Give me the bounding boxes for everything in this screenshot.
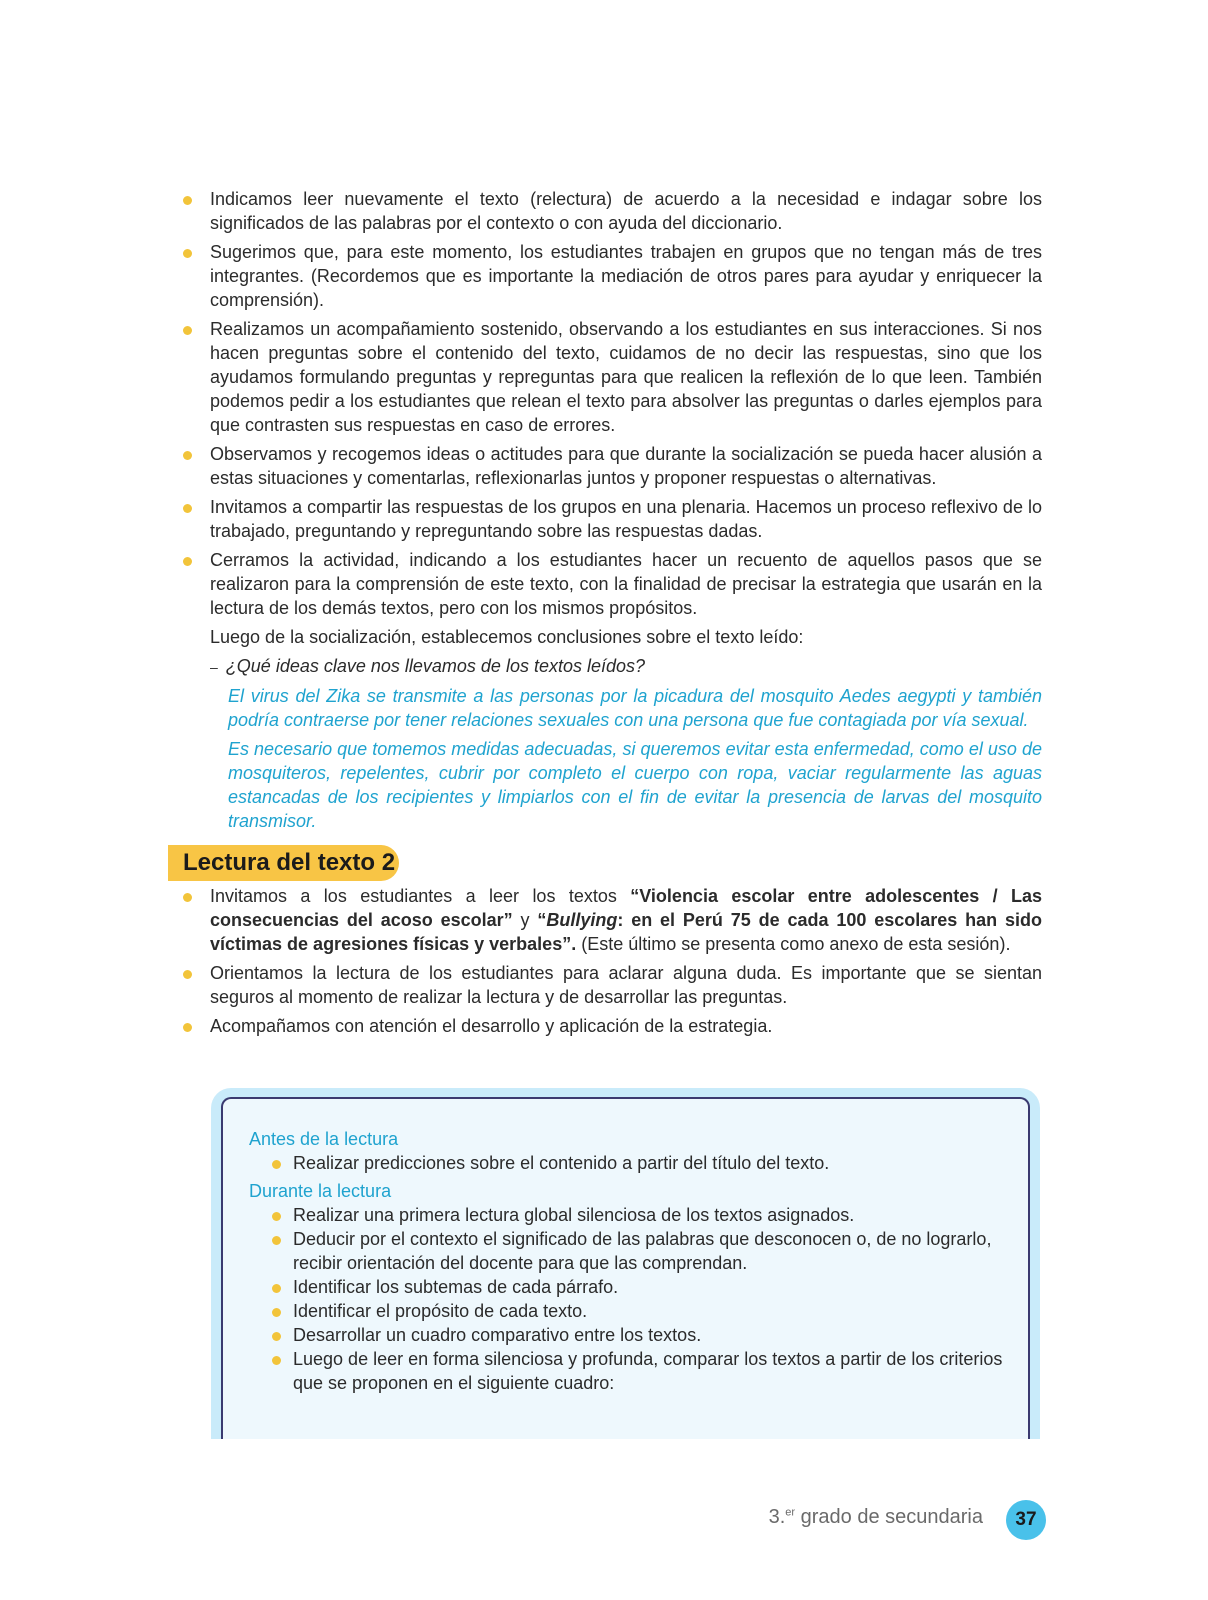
list-item-text: Realizar una primera lectura global silenciosa de los textos asignados. <box>293 1205 855 1225</box>
page-footer <box>0 1500 1208 1540</box>
list-item-text: Acompañamos con atención el desarrollo y aplicación de la estrategia. <box>210 1016 773 1036</box>
text-title-bullying: “Bullying: en el Perú 75 de cada 100 escolares han sido víctimas de agresiones físicas y verbales”. <box>210 910 1042 954</box>
list-item <box>269 1151 1008 1175</box>
bullet-dot-icon <box>183 557 192 566</box>
text-title-violencia: “Violencia escolar entre adolescentes / Las consecuencias del acoso escolar” <box>210 886 1043 930</box>
list-item <box>180 495 1042 543</box>
conclusion-intro: Luego de la socialización, establecemos conclusiones sobre el texto leído: <box>210 627 804 647</box>
list-item-text: Luego de leer en forma silenciosa y profunda, comparar los textos a partir de los criterios que se proponen en el siguiente cuadro: <box>293 1349 1003 1393</box>
list-item <box>180 442 1042 490</box>
list-item <box>269 1299 1008 1323</box>
list-item-text: Indicamos leer nuevamente el texto (relectura) de acuerdo a la necesidad e indagar sobre los significados de las palabras por el contexto o con ayuda del diccionario. <box>210 189 1042 233</box>
bullet-dot-icon <box>272 1212 281 1221</box>
dash-marker: – <box>210 659 218 675</box>
bullet-dot-icon <box>183 504 192 513</box>
bullet-dot-icon <box>272 1284 281 1293</box>
bullet-dot-icon <box>183 451 192 460</box>
bullet-dot-icon <box>272 1160 281 1169</box>
list-item-text: Realizamos un acompañamiento sostenido, observando a los estudiantes en sus interacciones. Si nos hacen preguntas sobre el contenido del texto, cuidamos de no decir las respuestas, sino que los ayudamos formulando preguntas y repreguntas para que realicen la reflexión de lo que leen. También podemos pedir a los estudiantes que relean el texto para absolver las preguntas o darles ejemplos para que contrasten sus respuestas en caso de errores. <box>210 319 1042 435</box>
list-item-text: Invitamos a compartir las respuestas de los grupos en una plenaria. Hacemos un proceso reflexivo de lo trabajado, preguntando y repreguntando sobre las respuestas dadas. <box>210 497 1042 541</box>
bullet-dot-icon <box>272 1356 281 1365</box>
bullet-dot-icon <box>183 1023 192 1032</box>
key-ideas-question <box>180 654 1042 679</box>
page-number-badge: 37 <box>1006 1500 1046 1540</box>
intro-bullet-list <box>180 187 1042 838</box>
bullet-dot-icon <box>183 196 192 205</box>
list-item-text: Cerramos la actividad, indicando a los estudiantes hacer un recuento de aquellos pasos que se realizaron para la comprensión de este texto, con la finalidad de precisar la estrategia que usarán en la lectura de los demás textos, pero con los mismos propósitos. <box>210 550 1042 618</box>
list-item-text: Desarrollar un cuadro comparativo entre los textos. <box>293 1325 702 1345</box>
list-item-text: Orientamos la lectura de los estudiantes para aclarar alguna duda. Es importante que se sientan seguros al momento de realizar la lectura y de desarrollar las preguntas. <box>210 963 1042 1007</box>
list-item-text: Identificar los subtemas de cada párrafo. <box>293 1277 619 1297</box>
list-item <box>180 240 1042 312</box>
list-item <box>180 884 1042 956</box>
antes-list <box>249 1151 1008 1175</box>
list-item <box>180 548 1042 620</box>
grade-label: 3.$^{er}$ grado de secundaria <box>768 1506 983 1528</box>
list-item-text: Deducir por el contexto el significado de las palabras que desconocen o, de no lograrlo, recibir orientación del docente para que las comprendan. <box>293 1229 992 1273</box>
answer-zika-transmission: El virus del Zika se transmite a las personas por la picadura del mosquito Aedes aegypti y también podría contraerse por tener relaciones sexuales con una persona que fue contagiada por vía sexual. <box>228 686 1042 730</box>
list-item <box>269 1275 1008 1299</box>
strategy-box <box>221 1097 1030 1439</box>
list-item <box>269 1203 1008 1227</box>
bullet-dot-icon <box>183 326 192 335</box>
bullet-dot-icon <box>183 893 192 902</box>
antes-heading: Antes de la lectura <box>249 1129 399 1149</box>
section-title: Lectura del texto 2 <box>168 845 399 881</box>
list-item-text: Observamos y recogemos ideas o actitudes para que durante la socialización se pueda hacer alusión a estas situaciones y comentarlas, reflexionarlas juntos y proponer respuestas o alternativas. <box>210 444 1042 488</box>
list-item <box>269 1323 1008 1347</box>
list-item-text: Realizar predicciones sobre el contenido a partir del título del texto. <box>293 1153 830 1173</box>
list-item-text: Sugerimos que, para este momento, los estudiantes trabajen en grupos que no tengan más de tres integrantes. (Recordemos que es importante la mediación de otros pares para ayudar y enriquecer la comprensión). <box>210 242 1042 310</box>
list-item <box>180 1014 1042 1038</box>
list-item <box>180 961 1042 1009</box>
list-item <box>180 187 1042 235</box>
durante-heading: Durante la lectura <box>249 1181 392 1201</box>
bullet-dot-icon <box>272 1236 281 1245</box>
list-item-text: Invitamos a los estudiantes a leer los textos “Violencia escolar entre adolescentes / Las consecuencias del acoso escolar” y “Bullying: en el Perú 75 de cada 100 escolares han sido víctimas de agresiones físicas y verbales”. (Este último se presenta como anexo de esta sesión). <box>210 886 1043 954</box>
bullet-dot-icon <box>183 970 192 979</box>
bullet-dot-icon <box>272 1308 281 1317</box>
texto2-bullet-list <box>180 884 1042 1043</box>
bullet-dot-icon <box>183 249 192 258</box>
list-item <box>269 1347 1008 1395</box>
durante-list <box>249 1203 1008 1395</box>
list-item <box>180 317 1042 437</box>
list-item <box>269 1227 1008 1275</box>
question-text: ¿Qué ideas clave nos llevamos de los textos leídos? <box>225 656 646 676</box>
answer-prevention-measures: Es necesario que tomemos medidas adecuadas, si queremos evitar esta enfermedad, como el uso de mosquiteros, repelentes, cubrir por completo el cuerpo con ropa, vaciar regularmente las aguas estancadas de los recipientes y limpiarlos con el fin de evitar la presencia de larvas del mosquito transmisor. <box>228 739 1042 831</box>
list-item-text: Identificar el propósito de cada texto. <box>293 1301 588 1321</box>
bullet-dot-icon <box>272 1332 281 1341</box>
